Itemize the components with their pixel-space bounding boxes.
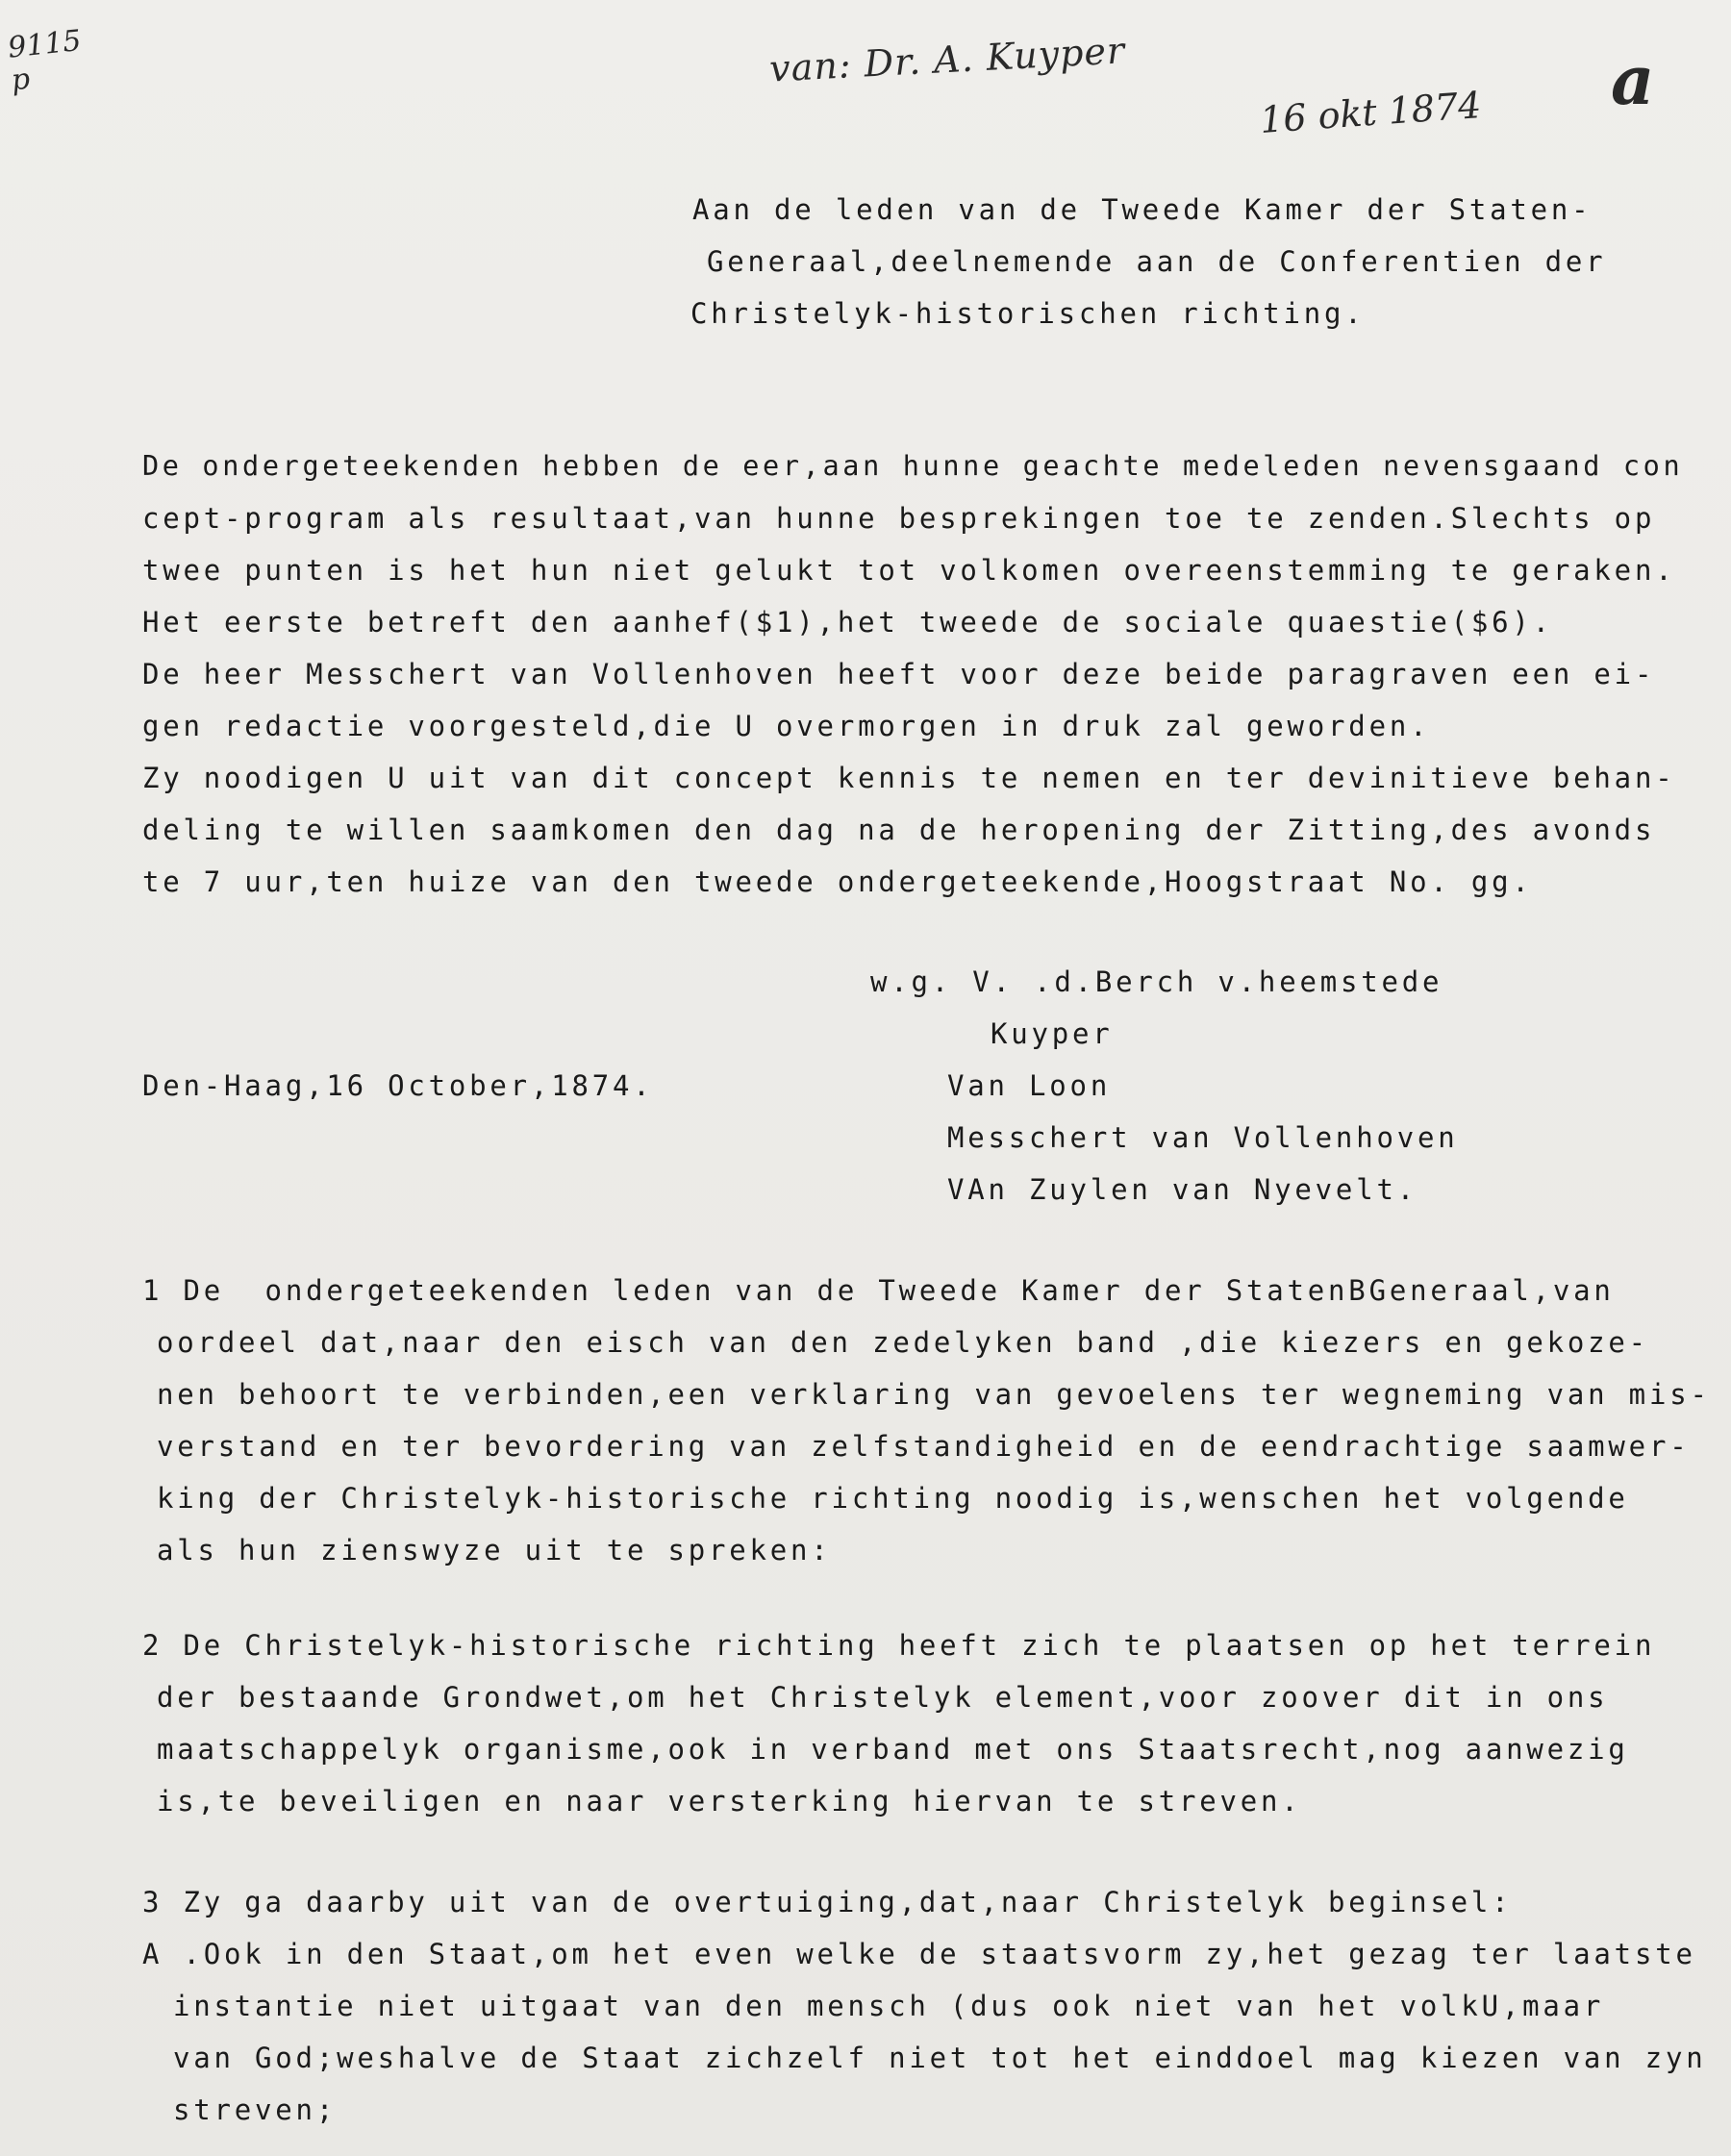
place-date: Den-Haag,16 October,1874. (142, 1069, 654, 1102)
signature-line: w.g. V. .d.Berch v.heemstede (870, 965, 1443, 998)
section-3-line: streven; (173, 2093, 338, 2126)
intro-line: Zy noodigen U uit van dit concept kennis te nemen en ter devinitieve behan- (142, 762, 1676, 794)
intro-line: cept-program als resultaat,van hunne besprekingen toe te zenden.Slechts op (142, 502, 1656, 535)
section-1-line: 1 De ondergeteekenden leden van de Tweede Kamer der StatenBGeneraal,van (142, 1274, 1615, 1307)
section-3-line: van God;weshalve de Staat zichzelf niet tot het einddoel mag kiezen van zyn (173, 2042, 1707, 2074)
intro-line: deling te willen saamkomen den dag na de heropening der Zitting,des avonds (142, 814, 1656, 846)
handwritten-date-note: 16 okt 1874 (1258, 84, 1483, 141)
section-1-line: oordeel dat,naar den eisch van den zedelyken band ,die kiezers en gekoze- (157, 1326, 1649, 1359)
intro-line: De heer Messchert van Vollenhoven heeft voor deze beide paragraven een ei- (142, 658, 1656, 690)
section-2-line: maatschappelyk organisme,ook in verband met ons Staatsrecht,nog aanwezig (157, 1733, 1629, 1766)
handwritten-corner-mark: a (1611, 40, 1655, 120)
intro-line: twee punten is het hun niet gelukt tot volkomen overeenstemming te geraken. (142, 554, 1676, 587)
address-line: Christelyk-historischen richting. (690, 297, 1366, 330)
address-line: Aan de leden van de Tweede Kamer der Staten- (692, 193, 1593, 226)
section-1-line: nen behoort te verbinden,een verklaring van gevoelens ter wegneming van mis- (157, 1378, 1711, 1411)
handwritten-reference: 9115 p (6, 23, 84, 98)
signature-line: VAn Zuylen van Nyevelt. (947, 1173, 1417, 1206)
section-1-line: als hun zienswyze uit te spreken: (157, 1534, 832, 1567)
section-2-line: 2 De Christelyk-historische richting heeft zich te plaatsen op het terrein (142, 1629, 1656, 1662)
signature-line: Van Loon (947, 1069, 1112, 1102)
intro-line: De ondergeteekenden hebben de eer,aan hunne geachte medeleden nevensgaand con (142, 450, 1684, 482)
section-1-line: verstand en ter bevordering van zelfstandigheid en de eendrachtige saamwer- (157, 1430, 1691, 1463)
signature-line: Messchert van Vollenhoven (947, 1121, 1459, 1154)
section-3-line: A .Ook in den Staat,om het even welke de staatsvorm zy,het gezag ter laatste (142, 1938, 1696, 1970)
handwritten-author-note: van: Dr. A. Kuyper (768, 29, 1127, 90)
intro-line: te 7 uur,ten huize van den tweede ondergeteekende,Hoogstraat No. gg. (142, 865, 1533, 898)
section-2-line: der bestaande Grondwet,om het Christelyk element,voor zoover dit in ons (157, 1681, 1609, 1714)
section-1-line: king der Christelyk-historische richting noodig is,wenschen het volgende (157, 1482, 1629, 1515)
section-3-line: instantie niet uitgaat van den mensch (dus ook niet van het volkU,maar (173, 1990, 1605, 2022)
address-line: Generaal,deelnemende aan de Conferentien der (707, 245, 1607, 278)
intro-line: Het eerste betreft den aanhef($1),het tweede de sociale quaestie($6). (142, 606, 1553, 639)
intro-line: gen redactie voorgesteld,die U overmorgen in druk zal geworden. (142, 710, 1431, 742)
signature-line: Kuyper (991, 1017, 1114, 1050)
section-2-line: is,te beveiligen en naar versterking hiervan te streven. (157, 1785, 1302, 1818)
section-3-line: 3 Zy ga daarby uit van de overtuiging,dat,naar Christelyk beginsel: (142, 1886, 1513, 1918)
